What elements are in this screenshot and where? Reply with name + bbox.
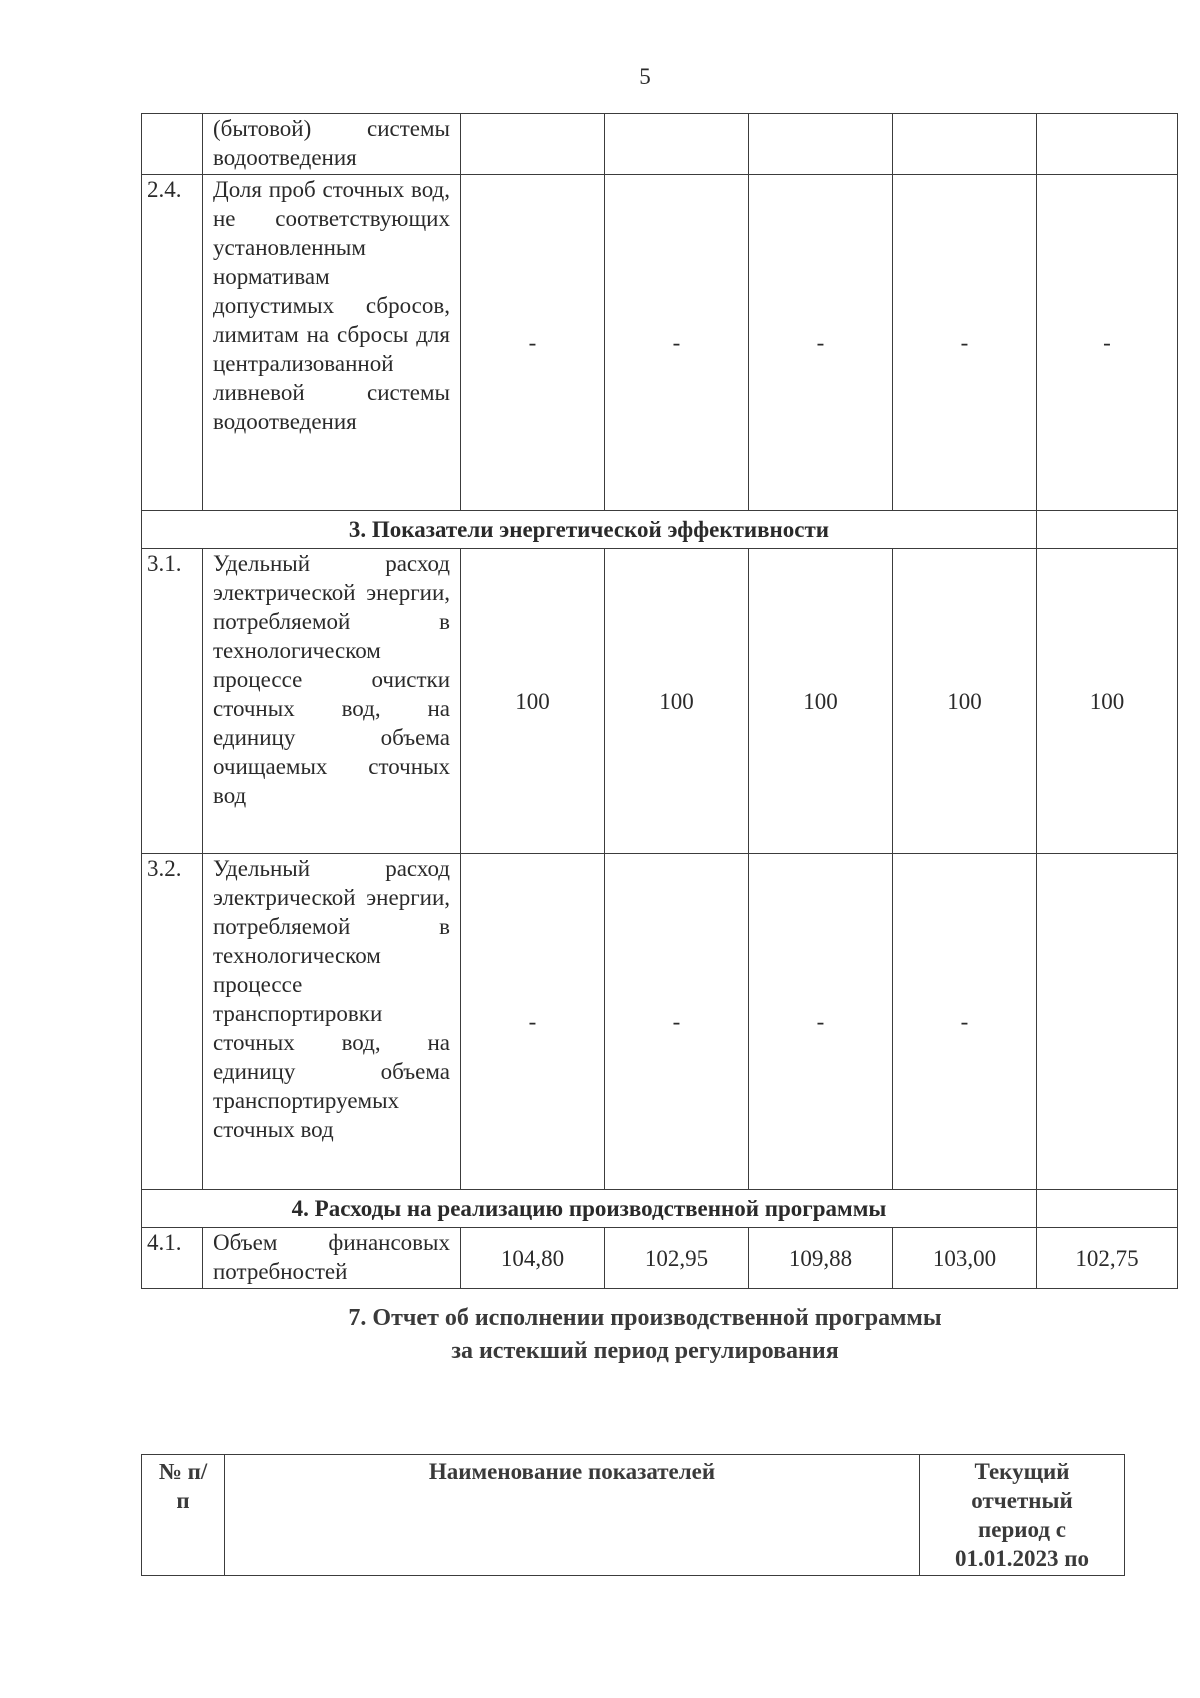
value-cell: 100 [1037, 549, 1178, 854]
value-cell: 100 [461, 549, 605, 854]
section-row [142, 511, 1178, 549]
table-row [142, 175, 1178, 511]
value-cell [461, 114, 605, 175]
value-cell: - [749, 854, 893, 1190]
value-cell: - [461, 854, 605, 1190]
value-cell [1037, 114, 1178, 175]
indicator-name: Доля проб сточных вод, не соответствующих установленным нормативам допустимых сбросов, лимитам на сбросы для централизованной ливневой системы водоотведения [203, 175, 461, 511]
section-heading: 3. Показатели энергетической эффективности [142, 511, 1037, 549]
report-title-line1: 7. Отчет об исполнении производственной программы [348, 1305, 942, 1331]
value-cell [1037, 854, 1178, 1190]
table-row [142, 114, 1178, 175]
page-number: 5 [639, 64, 651, 89]
value-cell: - [605, 854, 749, 1190]
value-cell: - [893, 175, 1037, 511]
table-row [142, 854, 1178, 1190]
value-cell: 100 [893, 549, 1037, 854]
indicator-name: (бытовой) системы водоотведения [203, 114, 461, 175]
value-cell: - [749, 175, 893, 511]
value-cell: 100 [749, 549, 893, 854]
row-number: 3.1. [142, 549, 203, 854]
row-number [142, 114, 203, 175]
report-title-line2: за истекший период регулирования [451, 1338, 839, 1364]
value-cell: 104,80 [461, 1228, 605, 1289]
header-num: № п/п [142, 1455, 225, 1576]
row-number: 4.1. [142, 1228, 203, 1289]
value-cell [893, 114, 1037, 175]
table-row [142, 1228, 1178, 1289]
row-number: 3.2. [142, 854, 203, 1190]
row-number: 2.4. [142, 175, 203, 511]
header-row [142, 1455, 1125, 1576]
report-title [0, 1302, 1200, 1368]
indicator-name: Удельный расход электрической энергии, потребляемой в технологическом процессе транспортировки сточных вод, на единицу объема транспортируемых сточных вод [203, 854, 461, 1190]
value-cell: 109,88 [749, 1228, 893, 1289]
value-cell: 102,95 [605, 1228, 749, 1289]
indicators-table [141, 113, 1178, 1289]
header-name: Наименование показателей [225, 1455, 920, 1576]
value-cell [605, 114, 749, 175]
value-cell [1037, 1190, 1178, 1228]
value-cell: 102,75 [1037, 1228, 1178, 1289]
report-table [141, 1454, 1125, 1576]
value-cell: - [1037, 175, 1178, 511]
section-row [142, 1190, 1178, 1228]
section-heading: 4. Расходы на реализацию производственной программы [142, 1190, 1037, 1228]
header-period: Текущий отчетный период с 01.01.2023 по [920, 1455, 1125, 1576]
value-cell: 103,00 [893, 1228, 1037, 1289]
indicator-name: Удельный расход электрической энергии, потребляемой в технологическом процессе очистки сточных вод, на единицу объема очищаемых сточных вод [203, 549, 461, 854]
value-cell: 100 [605, 549, 749, 854]
value-cell: - [893, 854, 1037, 1190]
indicator-name: Объем финансовых потребностей [203, 1228, 461, 1289]
value-cell [1037, 511, 1178, 549]
value-cell: - [461, 175, 605, 511]
value-cell: - [605, 175, 749, 511]
value-cell [749, 114, 893, 175]
table-row [142, 549, 1178, 854]
